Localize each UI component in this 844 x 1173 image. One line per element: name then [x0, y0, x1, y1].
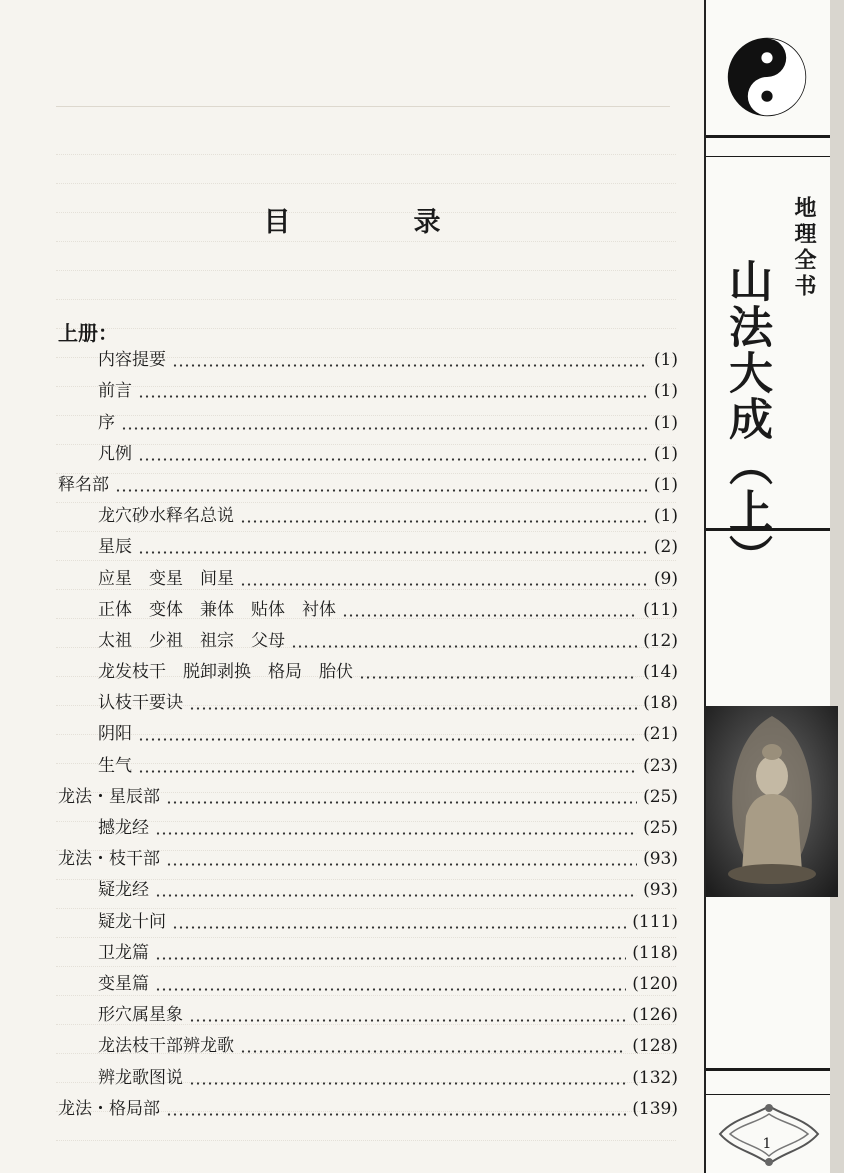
toc-entry [58, 1031, 678, 1062]
spine-panel [706, 0, 830, 1173]
dot-leader [240, 520, 648, 523]
dot-leader [172, 364, 648, 367]
volume-title: 山法大成（上） [721, 258, 772, 580]
toc-entry [58, 439, 678, 470]
bleed-through-header [56, 78, 670, 107]
toc-entry [58, 501, 678, 532]
toc-entry-page: (132) [632, 1067, 678, 1088]
toc-entry [58, 688, 678, 719]
toc-entry-label: 龙法・枝干部 [58, 849, 160, 870]
spine-edge [830, 0, 844, 1173]
toc-entry-page: (93) [643, 849, 678, 870]
toc-entry [58, 1062, 678, 1093]
toc-entry-page: (12) [643, 630, 678, 651]
toc-entry-label: 太祖 少祖 祖宗 父母 [98, 630, 285, 651]
toc-entry-page: (1) [653, 350, 678, 371]
spine-rule-top [706, 135, 830, 138]
toc-entry-label: 凡例 [98, 443, 132, 464]
toc-entry-page: (2) [653, 537, 678, 558]
dot-leader [240, 1050, 626, 1053]
dot-leader [155, 957, 626, 960]
toc-entry-label: 疑龙经 [98, 880, 149, 901]
toc-entry-page: (118) [632, 942, 678, 963]
toc-entry [58, 345, 678, 376]
spine-rule-bottom-thin [706, 1094, 830, 1095]
toc-entry [58, 750, 678, 781]
toc-entry-label: 应星 变星 间星 [98, 568, 234, 589]
toc-entry [58, 969, 678, 1000]
ornament-frame-icon [714, 1100, 824, 1170]
toc-entry-label: 龙穴砂水释名总说 [98, 506, 234, 527]
toc-entry-label: 内容提要 [98, 350, 166, 371]
toc-entry-page: (93) [643, 880, 678, 901]
toc-entry [58, 470, 678, 501]
toc-entry-label: 龙法枝干部辨龙歌 [98, 1036, 234, 1057]
toc-entry-label: 龙发枝干 脱卸剥换 格局 胎伏 [98, 662, 353, 683]
toc-entry [58, 1094, 678, 1125]
toc-entry-page: (111) [632, 911, 678, 932]
toc-entry [58, 813, 678, 844]
table-of-contents [58, 345, 678, 1125]
toc-entry-page: (25) [643, 818, 678, 838]
spine-rule-thin [706, 156, 830, 157]
toc-entry-label: 阴阳 [98, 724, 132, 745]
toc-entry [58, 626, 678, 657]
dot-leader [138, 770, 637, 773]
contents-heading: 目 录 [263, 207, 489, 238]
series-title: 地理全书 [791, 196, 817, 300]
toc-entry-page: (120) [632, 973, 678, 994]
toc-entry-page: (25) [643, 786, 678, 807]
toc-entry [58, 844, 678, 875]
toc-entry-label: 龙法・星辰部 [58, 786, 160, 807]
dot-leader [172, 926, 626, 929]
toc-entry-label: 龙法・格局部 [58, 1098, 160, 1119]
yin-yang-icon [727, 37, 807, 117]
dot-leader [115, 489, 648, 492]
toc-entry-page: (21) [643, 724, 678, 745]
toc-entry-page: (11) [643, 599, 678, 620]
toc-entry-label: 星辰 [98, 537, 132, 558]
dot-leader [138, 395, 648, 398]
toc-entry [58, 563, 678, 594]
dot-leader [155, 894, 637, 897]
toc-entry [58, 782, 678, 813]
toc-entry-label: 变星篇 [98, 973, 149, 994]
toc-entry [58, 407, 678, 438]
toc-entry-page: (1) [653, 443, 678, 464]
toc-entry-label: 疑龙十问 [98, 911, 166, 932]
dot-leader [359, 676, 637, 679]
dot-leader [138, 738, 637, 741]
toc-entry [58, 532, 678, 563]
dot-leader [155, 832, 637, 835]
dot-leader [166, 863, 637, 866]
toc-entry [58, 906, 678, 937]
toc-entry-label: 辨龙歌图说 [98, 1067, 183, 1088]
toc-entry-label: 释名部 [58, 474, 109, 495]
toc-entry-page: (14) [643, 662, 678, 683]
spine-rule-bottom [706, 1068, 830, 1071]
dot-leader [166, 801, 637, 804]
buddha-statue-image [706, 706, 838, 897]
toc-entry-page: (139) [632, 1098, 678, 1119]
toc-entry-label: 形穴属星象 [98, 1005, 183, 1026]
dot-leader [291, 645, 637, 648]
toc-entry-page: (23) [643, 755, 678, 776]
toc-entry [58, 595, 678, 626]
toc-entry [58, 875, 678, 906]
dot-leader [155, 988, 626, 991]
toc-entry [58, 657, 678, 688]
toc-entry [58, 938, 678, 969]
toc-entry-label: 前言 [98, 381, 132, 402]
toc-entry-page: (126) [632, 1005, 678, 1026]
toc-entry-page: (1) [653, 506, 678, 527]
toc-entry-page: (128) [632, 1036, 678, 1057]
toc-entry-label: 正体 变体 兼体 贴体 衬体 [98, 599, 336, 620]
toc-entry [58, 376, 678, 407]
dot-leader [189, 1019, 626, 1022]
toc-entry-label: 序 [98, 412, 115, 433]
dot-leader [240, 583, 648, 586]
dot-leader [166, 1113, 626, 1116]
toc-entry-label: 认枝干要诀 [98, 693, 183, 714]
dot-leader [189, 707, 637, 710]
dot-leader [138, 458, 648, 461]
page-number: 1 [762, 1136, 772, 1152]
toc-entry-page: (1) [653, 412, 678, 433]
toc-entry [58, 1000, 678, 1031]
toc-entry-page: (1) [653, 381, 678, 402]
dot-leader [189, 1082, 626, 1085]
dot-leader [121, 427, 648, 430]
volume-label: 上册： [58, 321, 118, 345]
toc-entry-page: (1) [653, 474, 678, 495]
toc-entry-page: (18) [643, 693, 678, 714]
toc-entry-label: 卫龙篇 [98, 942, 149, 963]
toc-entry-label: 生气 [98, 755, 132, 776]
toc-entry [58, 719, 678, 750]
dot-leader [342, 614, 637, 617]
dot-leader [138, 551, 648, 554]
toc-entry-page: (9) [653, 568, 678, 589]
toc-entry-label: 撼龙经 [98, 818, 149, 838]
